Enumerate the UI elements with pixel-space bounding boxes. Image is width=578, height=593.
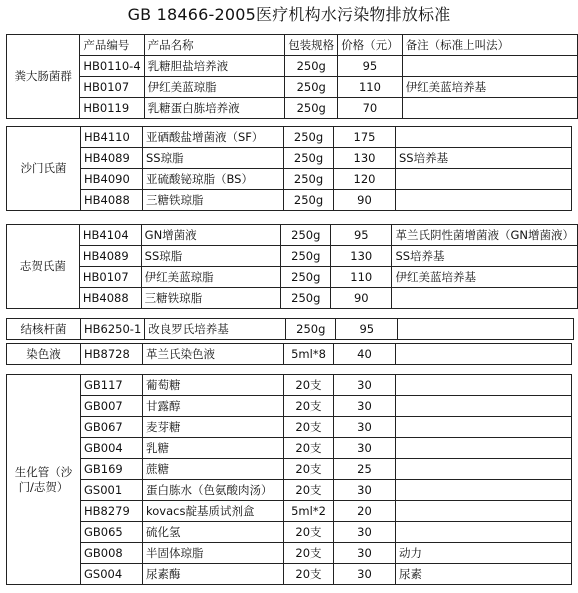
price-value: 30: [334, 438, 396, 459]
note-text: [396, 459, 572, 480]
package-spec: 20支: [284, 438, 334, 459]
table-row: [7, 98, 578, 119]
product-code: HB4104: [79, 225, 141, 246]
table-row: [7, 246, 578, 267]
product-code: GB004: [81, 438, 143, 459]
product-code: GB065: [81, 522, 143, 543]
table-header-row: [7, 35, 578, 56]
price-value: 95: [336, 319, 398, 340]
product-code: HB8279: [81, 501, 143, 522]
product-name: SS琼脂: [143, 148, 284, 169]
product-code: GS001: [81, 480, 143, 501]
header-code: 产品编号: [80, 35, 144, 56]
price-value: 25: [334, 459, 396, 480]
price-value: 90: [331, 288, 392, 309]
group-label: 结核杆菌: [7, 319, 81, 340]
product-name: 蛋白胨水（色氨酸肉汤）: [143, 480, 284, 501]
product-code: HB4088: [79, 288, 141, 309]
product-code: HB4089: [81, 148, 143, 169]
group-table: [6, 126, 572, 211]
product-name: 伊红美蓝琼脂: [144, 77, 285, 98]
product-name: kovacs靛基质试剂盒: [143, 501, 284, 522]
price-value: 110: [338, 77, 403, 98]
package-spec: 250g: [284, 127, 334, 148]
product-code: GB008: [81, 543, 143, 564]
product-code: HB4090: [81, 169, 143, 190]
note-text: [402, 98, 577, 119]
product-name: 乳糖: [143, 438, 284, 459]
note-text: [396, 522, 572, 543]
package-spec: 250g: [284, 148, 334, 169]
note-text: [396, 127, 572, 148]
table-row: [7, 459, 572, 480]
table-row: [7, 169, 572, 190]
package-spec: 250g: [281, 246, 331, 267]
product-code: GB007: [81, 396, 143, 417]
product-code: HB4089: [79, 246, 141, 267]
package-spec: 250g: [286, 319, 336, 340]
price-value: 30: [334, 417, 396, 438]
note-text: 伊红美蓝培养基: [402, 77, 577, 98]
note-text: [396, 501, 572, 522]
price-value: 30: [334, 522, 396, 543]
table-row: [7, 77, 578, 98]
note-text: SS培养基: [396, 148, 572, 169]
note-text: 动力: [396, 543, 572, 564]
price-value: 30: [334, 396, 396, 417]
table-row: [7, 438, 572, 459]
table-row: [7, 288, 578, 309]
package-spec: 20支: [284, 480, 334, 501]
package-spec: 250g: [281, 267, 331, 288]
table-row: [7, 56, 578, 77]
package-spec: 250g: [285, 98, 338, 119]
group-label: 沙门氏菌: [7, 127, 81, 211]
header-price: 价格（元）: [338, 35, 403, 56]
package-spec: 20支: [284, 459, 334, 480]
document-title: GB 18466-2005医疗机构水污染物排放标准: [127, 5, 451, 24]
note-text: [398, 319, 574, 340]
note-text: 伊红美蓝培养基: [392, 267, 578, 288]
table-row: [7, 375, 572, 396]
header-spec: 包装规格: [285, 35, 338, 56]
package-spec: 250g: [281, 225, 331, 246]
price-value: 90: [334, 190, 396, 211]
package-spec: 20支: [284, 375, 334, 396]
table-row: [7, 319, 574, 340]
product-name: 改良罗氏培养基: [145, 319, 286, 340]
product-name: SS琼脂: [141, 246, 281, 267]
group-label: 生化管（沙门/志贺）: [7, 375, 81, 585]
price-value: 70: [338, 98, 403, 119]
price-value: 130: [331, 246, 392, 267]
product-code: GS004: [81, 564, 143, 585]
header-note: 备注（标准上叫法）: [402, 35, 577, 56]
price-value: 30: [334, 480, 396, 501]
note-text: [396, 169, 572, 190]
price-value: 95: [331, 225, 392, 246]
package-spec: 5ml*2: [284, 501, 334, 522]
note-text: [396, 417, 572, 438]
product-code: HB0119: [80, 98, 144, 119]
group-table: [6, 374, 572, 585]
table-row: [7, 225, 578, 246]
price-value: 110: [331, 267, 392, 288]
product-code: GB169: [81, 459, 143, 480]
package-spec: 250g: [284, 169, 334, 190]
product-name: 革兰氏染色液: [143, 344, 284, 365]
table-row: [7, 267, 578, 288]
product-name: 甘露醇: [143, 396, 284, 417]
group-table: [6, 224, 578, 309]
product-name: 硫化氢: [143, 522, 284, 543]
header-name: 产品名称: [144, 35, 285, 56]
product-name: 亚硒酸盐增菌液（SF）: [143, 127, 284, 148]
note-text: [396, 375, 572, 396]
table-row: [7, 543, 572, 564]
product-code: HB0107: [79, 267, 141, 288]
price-value: 95: [338, 56, 403, 77]
note-text: [402, 56, 577, 77]
group-table: [6, 318, 574, 340]
group-label: 染色液: [7, 344, 81, 365]
price-value: 130: [334, 148, 396, 169]
note-text: [396, 480, 572, 501]
package-spec: 250g: [284, 190, 334, 211]
group-label: 志贺氏菌: [7, 225, 80, 309]
product-code: HB4110: [81, 127, 143, 148]
note-text: 革兰氏阴性菌增菌液（GN增菌液）: [392, 225, 578, 246]
price-value: 175: [334, 127, 396, 148]
package-spec: 20支: [284, 564, 334, 585]
package-spec: 20支: [284, 522, 334, 543]
product-name: 乳糖胆盐培养液: [144, 56, 285, 77]
table-row: [7, 480, 572, 501]
product-name: 三糖铁琼脂: [143, 190, 284, 211]
table-row: [7, 522, 572, 543]
product-code: HB0110-4: [80, 56, 144, 77]
price-value: 30: [334, 543, 396, 564]
product-name: 尿素酶: [143, 564, 284, 585]
table-row: [7, 127, 572, 148]
product-code: GB067: [81, 417, 143, 438]
table-row: [7, 148, 572, 169]
product-name: 乳糖蛋白胨培养液: [144, 98, 285, 119]
package-spec: 5ml*8: [284, 344, 334, 365]
price-value: 20: [334, 501, 396, 522]
product-code: HB8728: [81, 344, 143, 365]
package-spec: 20支: [284, 543, 334, 564]
product-name: 葡萄糖: [143, 375, 284, 396]
product-code: HB0107: [80, 77, 144, 98]
note-text: SS培养基: [392, 246, 578, 267]
group-table: [6, 343, 572, 365]
product-name: 亚硫酸铋琼脂（BS）: [143, 169, 284, 190]
package-spec: 250g: [281, 288, 331, 309]
note-text: [396, 344, 572, 365]
table-row: [7, 417, 572, 438]
group-table: [6, 34, 578, 119]
table-row: [7, 396, 572, 417]
product-name: 三糖铁琼脂: [141, 288, 281, 309]
product-code: HB4088: [81, 190, 143, 211]
package-spec: 20支: [284, 417, 334, 438]
product-name: 蔗糖: [143, 459, 284, 480]
product-name: GN增菌液: [141, 225, 281, 246]
group-label: 粪大肠菌群: [7, 35, 80, 119]
product-name: 麦芽糖: [143, 417, 284, 438]
product-code: HB6250-1: [81, 319, 145, 340]
product-name: 伊红美蓝琼脂: [141, 267, 281, 288]
note-text: [396, 190, 572, 211]
note-text: [396, 396, 572, 417]
package-spec: 250g: [285, 56, 338, 77]
price-value: 40: [334, 344, 396, 365]
table-row: [7, 564, 572, 585]
table-row: [7, 190, 572, 211]
note-text: [392, 288, 578, 309]
note-text: 尿素: [396, 564, 572, 585]
price-value: 30: [334, 375, 396, 396]
package-spec: 250g: [285, 77, 338, 98]
price-value: 120: [334, 169, 396, 190]
package-spec: 20支: [284, 396, 334, 417]
product-code: GB117: [81, 375, 143, 396]
product-name: 半固体琼脂: [143, 543, 284, 564]
price-value: 30: [334, 564, 396, 585]
table-row: [7, 344, 572, 365]
table-row: [7, 501, 572, 522]
note-text: [396, 438, 572, 459]
